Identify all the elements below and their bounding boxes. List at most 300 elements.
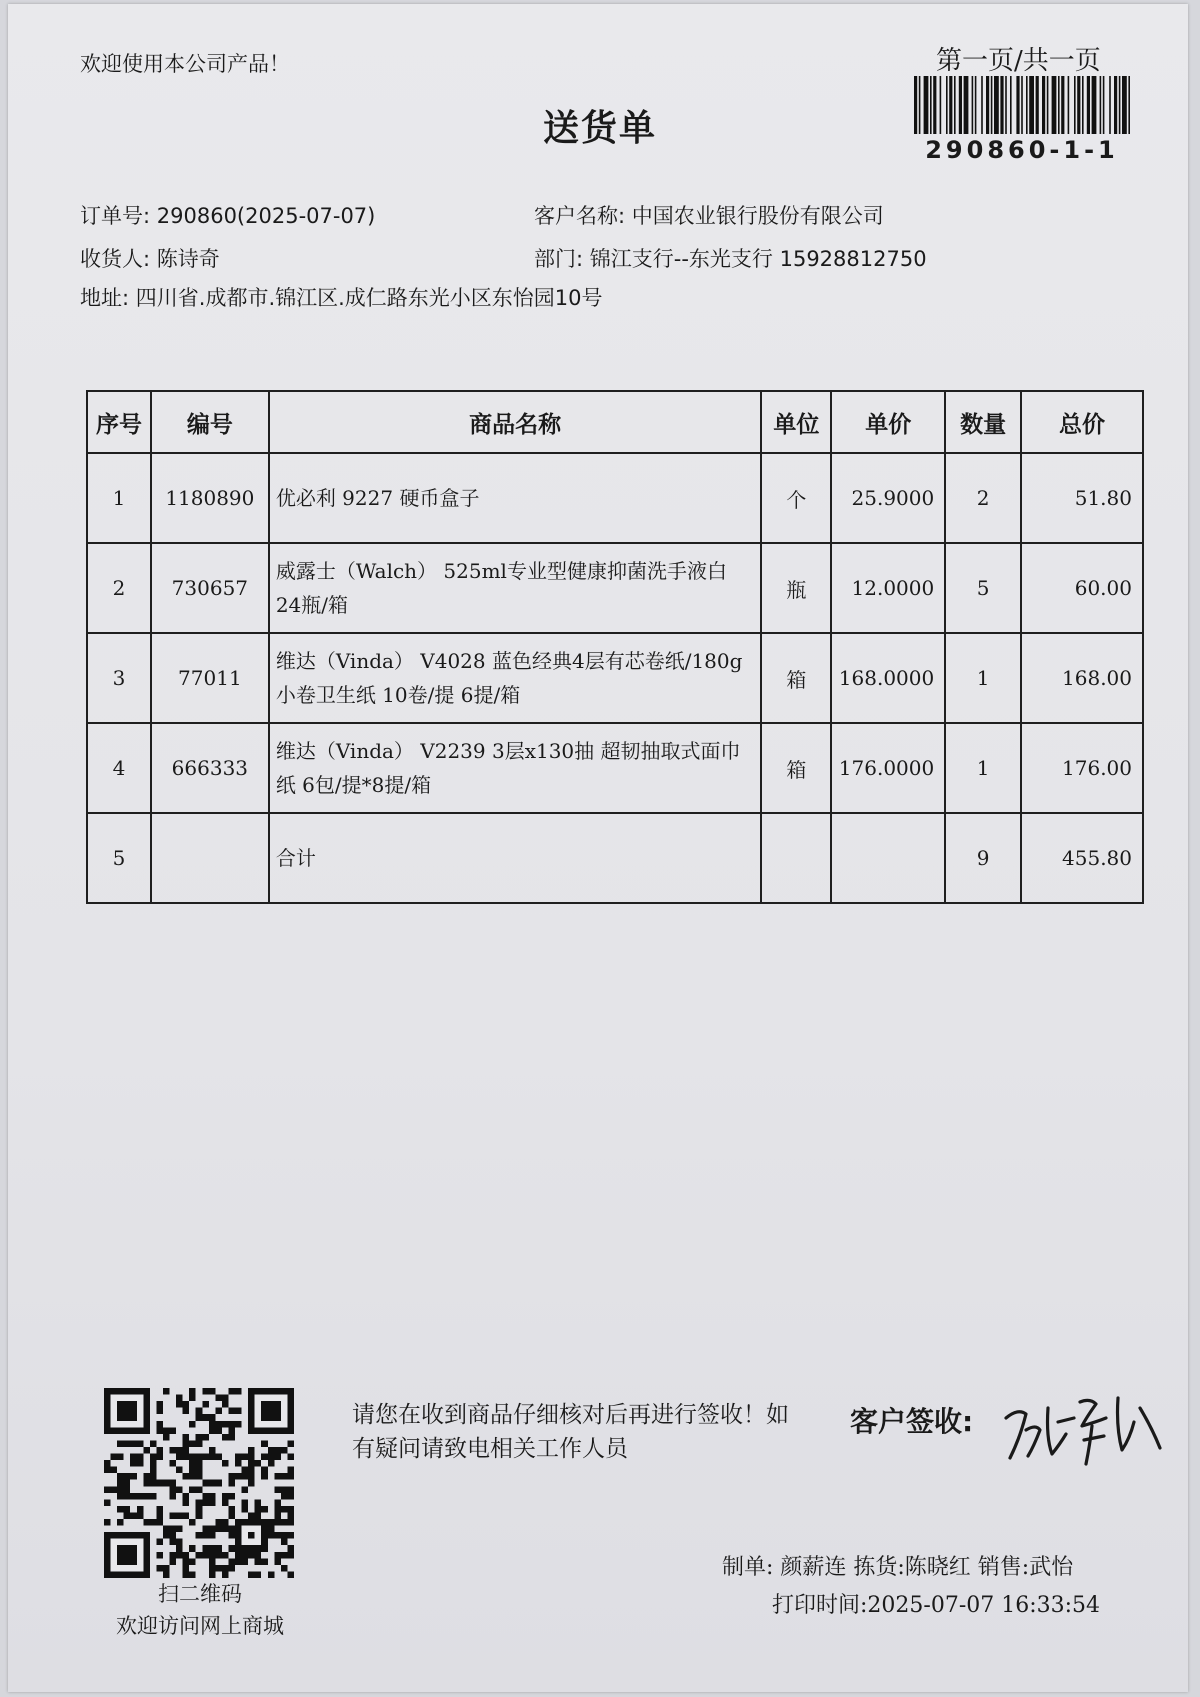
barcode-bar [1087, 76, 1090, 134]
qr-module [281, 1565, 288, 1572]
address-label: 地址: [80, 286, 130, 310]
qr-module [209, 1480, 216, 1487]
qr-module [248, 1473, 255, 1480]
qr-module [156, 1565, 163, 1572]
qr-module [287, 1473, 294, 1480]
qr-module [170, 1558, 177, 1565]
column-header: 数量 [945, 391, 1021, 453]
cell-name: 维达（Vinda） V2239 3层x130抽 超韧抽取式面巾纸 6包/提*8提/箱 [269, 723, 762, 813]
qr-module [209, 1388, 216, 1395]
qr-module [235, 1460, 242, 1467]
qr-module [156, 1421, 163, 1428]
qr-module [176, 1545, 183, 1552]
qr-module [215, 1421, 222, 1428]
column-header: 总价 [1021, 391, 1143, 453]
column-header: 单价 [831, 391, 945, 453]
qr-module [170, 1486, 177, 1493]
qr-module [235, 1552, 242, 1559]
barcode-bar [940, 76, 942, 134]
qr-module [255, 1506, 262, 1513]
qr-module [248, 1467, 255, 1474]
qr-module [242, 1454, 249, 1461]
qr-module [209, 1427, 216, 1434]
cell-code: 77011 [151, 633, 269, 723]
barcode-bar [933, 76, 936, 134]
cell-price: 12.0000 [831, 543, 945, 633]
qr-module [215, 1552, 222, 1559]
qr-module [255, 1558, 262, 1565]
qr-module [130, 1460, 137, 1467]
qr-module [222, 1421, 229, 1428]
qr-module [176, 1401, 183, 1408]
qr-module [215, 1395, 222, 1402]
qr-module [222, 1552, 229, 1559]
qr-module [143, 1447, 150, 1454]
qr-module [117, 1480, 124, 1487]
qr-module [235, 1454, 242, 1461]
cell-code: 730657 [151, 543, 269, 633]
cell-unit: 个 [761, 453, 831, 543]
cell-total: 455.80 [1021, 813, 1143, 903]
qr-module [209, 1545, 216, 1552]
qr-module [274, 1512, 281, 1519]
qr-module [255, 1552, 262, 1559]
barcode-bar [1058, 76, 1060, 134]
qr-module [196, 1486, 203, 1493]
qr-module [137, 1460, 144, 1467]
qr-module [209, 1532, 216, 1539]
barcode-bar [1047, 76, 1049, 134]
qr-module [222, 1493, 229, 1500]
qr-module [117, 1506, 124, 1513]
qr-module [228, 1388, 235, 1395]
barcode-bar [1092, 76, 1097, 134]
items-table [86, 390, 1144, 904]
qr-module [163, 1427, 170, 1434]
qr-module [163, 1532, 170, 1539]
qr-module [235, 1408, 242, 1415]
address-value: 四川省.成都市.锦江区.成仁路东光小区东怡园10号 [135, 286, 603, 310]
cell-qty: 2 [945, 453, 1021, 543]
qr-module [183, 1499, 190, 1506]
qr-module [137, 1454, 144, 1461]
qr-module [235, 1388, 242, 1395]
column-header: 编号 [151, 391, 269, 453]
barcode-bar [924, 76, 929, 134]
qr-module [196, 1506, 203, 1513]
qr-module [215, 1526, 222, 1533]
receiver [80, 243, 220, 273]
qr-module [209, 1447, 216, 1454]
barcode-bar [1000, 76, 1003, 134]
cell-seq: 3 [87, 633, 151, 723]
qr-caption-line1: 扫二维码 [158, 1582, 242, 1606]
barcode-bar [1103, 76, 1105, 134]
qr-module [242, 1499, 249, 1506]
qr-module [137, 1512, 144, 1519]
qr-module [215, 1427, 222, 1434]
qr-module [261, 1440, 268, 1447]
qr-module [189, 1460, 196, 1467]
qr-module [189, 1395, 196, 1402]
qr-module [163, 1565, 170, 1572]
qr-module [281, 1539, 288, 1546]
barcode-bar [975, 76, 977, 134]
qr-module [228, 1493, 235, 1500]
qr-module [130, 1473, 137, 1480]
receiver-value: 陈诗奇 [156, 247, 220, 271]
barcode-bar [964, 76, 969, 134]
qr-module [274, 1454, 281, 1461]
barcode-bar [1036, 76, 1039, 134]
qr-module [274, 1552, 281, 1559]
qr-module [189, 1473, 196, 1480]
qr-module [170, 1493, 177, 1500]
qr-module [183, 1408, 190, 1415]
qr-module [202, 1526, 209, 1533]
qr-module [104, 1467, 111, 1474]
qr-module [183, 1558, 190, 1565]
qr-module [156, 1539, 163, 1546]
qr-module [281, 1447, 288, 1454]
qr-module [228, 1532, 235, 1539]
cell-qty: 1 [945, 633, 1021, 723]
qr-module [104, 1460, 111, 1467]
qr-module [202, 1388, 209, 1395]
cell-name: 维达（Vinda） V4028 蓝色经典4层有芯卷纸/180g小卷卫生纸 10卷/提 6提/箱 [269, 633, 762, 723]
qr-module [287, 1506, 294, 1513]
barcode-bar [930, 76, 932, 134]
barcode-bar [1005, 76, 1007, 134]
qr-module [261, 1558, 268, 1565]
barcode-bar [1122, 76, 1127, 134]
customer-value: 中国农业银行股份有限公司 [631, 204, 884, 228]
cell-total: 168.00 [1021, 633, 1143, 723]
qr-module [287, 1486, 294, 1493]
table-header-row [87, 391, 1143, 453]
qr-module [235, 1558, 242, 1565]
qr-module [156, 1447, 163, 1454]
page-title: 送货单 [542, 108, 657, 149]
qr-module [287, 1532, 294, 1539]
table-row-total [87, 813, 1143, 903]
qr-module [183, 1552, 190, 1559]
qr-module [202, 1414, 209, 1421]
cell-price: 25.9000 [831, 453, 945, 543]
cell-code [151, 813, 269, 903]
qr-module [150, 1519, 157, 1526]
qr-module [143, 1493, 150, 1500]
qr-module [176, 1539, 183, 1546]
customer-label: 客户名称: [534, 204, 626, 228]
qr-module [196, 1552, 203, 1559]
qr-module [274, 1499, 281, 1506]
qr-module [202, 1499, 209, 1506]
column-header: 商品名称 [269, 391, 762, 453]
qr-module [170, 1532, 177, 1539]
qr-module [209, 1421, 216, 1428]
cell-qty: 1 [945, 723, 1021, 813]
qr-module [124, 1506, 131, 1513]
qr-module [261, 1454, 268, 1461]
qr-module [124, 1473, 131, 1480]
qr-module [170, 1460, 177, 1467]
qr-module [117, 1486, 124, 1493]
qr-module [287, 1519, 294, 1526]
qr-module [150, 1467, 157, 1474]
qr-module [130, 1440, 137, 1447]
barcode-image [914, 76, 1130, 134]
qr-module [287, 1552, 294, 1559]
cell-qty: 5 [945, 543, 1021, 633]
barcode-bar [919, 76, 921, 134]
qr-module [137, 1440, 144, 1447]
qr-module [176, 1512, 183, 1519]
qr-module [156, 1519, 163, 1526]
qr-module [163, 1434, 170, 1441]
dept-label: 部门: [534, 247, 584, 271]
qr-module [183, 1401, 190, 1408]
barcode-bar [1052, 76, 1057, 134]
qr-module [268, 1460, 275, 1467]
qr-module [235, 1473, 242, 1480]
qr-caption-line2: 欢迎访问网上商城 [116, 1614, 284, 1638]
qr-module [137, 1493, 144, 1500]
qr-module [111, 1486, 118, 1493]
cell-seq: 1 [87, 453, 151, 543]
qr-module [274, 1532, 281, 1539]
qr-module [183, 1434, 190, 1441]
qr-module [274, 1486, 281, 1493]
qr-module [287, 1512, 294, 1519]
barcode-number: 290860-1-1 [925, 136, 1119, 164]
qr-module [215, 1545, 222, 1552]
qr-module [202, 1480, 209, 1487]
qr-module [183, 1447, 190, 1454]
qr-module [287, 1440, 294, 1447]
qr-module [274, 1558, 281, 1565]
barcode-bar [1114, 76, 1117, 134]
qr-module [196, 1473, 203, 1480]
qr-module [170, 1512, 177, 1519]
qr-module [228, 1480, 235, 1487]
barcode-bar [959, 76, 962, 134]
qr-module [235, 1421, 242, 1428]
qr-module [117, 1401, 137, 1421]
column-header: 单位 [761, 391, 831, 453]
qr-module [274, 1473, 281, 1480]
qr-module [242, 1467, 249, 1474]
barcode-bar [1016, 76, 1019, 134]
cell-price: 168.0000 [831, 633, 945, 723]
qr-module [287, 1493, 294, 1500]
qr-module [274, 1447, 281, 1454]
qr-module [189, 1558, 196, 1565]
qr-module [222, 1519, 229, 1526]
cell-unit [761, 813, 831, 903]
barcode-bar [1109, 76, 1111, 134]
qr-module [189, 1545, 196, 1552]
qr-module [228, 1408, 235, 1415]
table-row [87, 453, 1143, 543]
qr-module [170, 1447, 177, 1454]
barcode-bar [1082, 76, 1084, 134]
qr-module [261, 1473, 268, 1480]
table-row [87, 723, 1143, 813]
qr-module [248, 1552, 255, 1559]
cell-code: 666333 [151, 723, 269, 813]
qr-module [228, 1427, 235, 1434]
qr-module [189, 1388, 196, 1395]
qr-module [176, 1552, 183, 1559]
qr-module [183, 1512, 190, 1519]
qr-module [156, 1408, 163, 1415]
barcode-bar [991, 76, 993, 134]
qr-module [176, 1395, 183, 1402]
cell-code: 1180890 [151, 453, 269, 543]
qr-module [268, 1519, 275, 1526]
qr-module [248, 1454, 255, 1461]
qr-module [281, 1486, 288, 1493]
cell-qty: 9 [945, 813, 1021, 903]
barcode-bar [1061, 76, 1064, 134]
qr-module [117, 1440, 124, 1447]
qr-module [196, 1512, 203, 1519]
qr-module [111, 1467, 118, 1474]
barcode-bar [1100, 76, 1102, 134]
qr-module [196, 1434, 203, 1441]
qr-module [183, 1565, 190, 1572]
qr-module [202, 1434, 209, 1441]
page-indicator: 第一页/共一页 [936, 46, 1101, 76]
qr-module [261, 1401, 281, 1421]
qr-module [209, 1493, 216, 1500]
qr-module [202, 1545, 209, 1552]
qr-caption [80, 1578, 320, 1642]
qr-module [242, 1473, 249, 1480]
qr-module [268, 1526, 275, 1533]
barcode-bar [914, 76, 917, 134]
qr-module [228, 1421, 235, 1428]
qr-module [111, 1454, 118, 1461]
qr-module [202, 1552, 209, 1559]
qr-module [104, 1519, 111, 1526]
cell-name: 优必利 9227 硬币盒子 [269, 453, 762, 543]
qr-module [163, 1526, 170, 1533]
cell-total: 176.00 [1021, 723, 1143, 813]
qr-module [176, 1447, 183, 1454]
qr-module [281, 1532, 288, 1539]
qr-module [196, 1414, 203, 1421]
qr-module [202, 1493, 209, 1500]
qr-module [202, 1401, 209, 1408]
qr-code-image [104, 1388, 294, 1578]
qr-module [196, 1532, 203, 1539]
qr-module [170, 1539, 177, 1546]
cell-unit: 箱 [761, 723, 831, 813]
qr-module [228, 1558, 235, 1565]
qr-module [117, 1473, 124, 1480]
barcode-bar [954, 76, 956, 134]
barcode-bar [1074, 76, 1076, 134]
qr-module [170, 1552, 177, 1559]
customer-name [534, 200, 884, 230]
qr-module [189, 1440, 196, 1447]
qr-module [222, 1395, 229, 1402]
qr-module [150, 1440, 157, 1447]
qr-module [117, 1493, 124, 1500]
qr-module [281, 1552, 288, 1559]
qr-module [104, 1499, 111, 1506]
qr-module [196, 1454, 203, 1461]
qr-module [268, 1454, 275, 1461]
qr-module [130, 1512, 137, 1519]
cell-seq: 4 [87, 723, 151, 813]
qr-module [281, 1506, 288, 1513]
qr-module [215, 1454, 222, 1461]
qr-module [248, 1460, 255, 1467]
qr-module [261, 1506, 268, 1513]
qr-module [196, 1499, 203, 1506]
qr-module [261, 1467, 268, 1474]
qr-module [255, 1499, 262, 1506]
qr-module [176, 1454, 183, 1461]
qr-module [228, 1473, 235, 1480]
cell-total: 51.80 [1021, 453, 1143, 543]
qr-module [117, 1454, 124, 1461]
barcode-bar [1026, 76, 1028, 134]
dept-value: 锦江支行--东光支行 15928812750 [589, 247, 927, 271]
receipt-notice: 请您在收到商品仔细核对后再进行签收！如有疑问请致电相关工作人员 [352, 1402, 789, 1462]
qr-module [202, 1532, 209, 1539]
qr-module [150, 1480, 157, 1487]
qr-module [242, 1506, 249, 1513]
qr-module [281, 1519, 288, 1526]
qr-module [215, 1519, 222, 1526]
qr-module [156, 1401, 163, 1408]
cell-price: 176.0000 [831, 723, 945, 813]
qr-module [189, 1519, 196, 1526]
qr-module [268, 1532, 275, 1539]
qr-module [248, 1532, 255, 1539]
barcode-bar [1010, 76, 1012, 134]
qr-module [183, 1440, 190, 1447]
qr-module [156, 1506, 163, 1513]
qr-module [209, 1499, 216, 1506]
qr-module [189, 1421, 196, 1428]
barcode-bar [1077, 76, 1080, 134]
qr-module [209, 1552, 216, 1559]
cell-unit: 箱 [761, 633, 831, 723]
qr-module [228, 1565, 235, 1572]
qr-module [209, 1565, 216, 1572]
qr-module [242, 1552, 249, 1559]
qr-module [189, 1486, 196, 1493]
qr-module [156, 1552, 163, 1559]
order-value: 290860(2025-07-07) [156, 204, 376, 228]
qr-module [124, 1486, 131, 1493]
qr-module [209, 1414, 216, 1421]
qr-module [163, 1388, 170, 1395]
qr-module [196, 1440, 203, 1447]
barcode-bar [949, 76, 952, 134]
qr-module [124, 1493, 131, 1500]
qr-module [156, 1454, 163, 1461]
qr-module [143, 1480, 150, 1487]
qr-module [156, 1427, 163, 1434]
qr-module [281, 1493, 288, 1500]
staff-info: 制单: 颜薪连 拣货:陈晓红 销售:武怡 [722, 1555, 1074, 1580]
